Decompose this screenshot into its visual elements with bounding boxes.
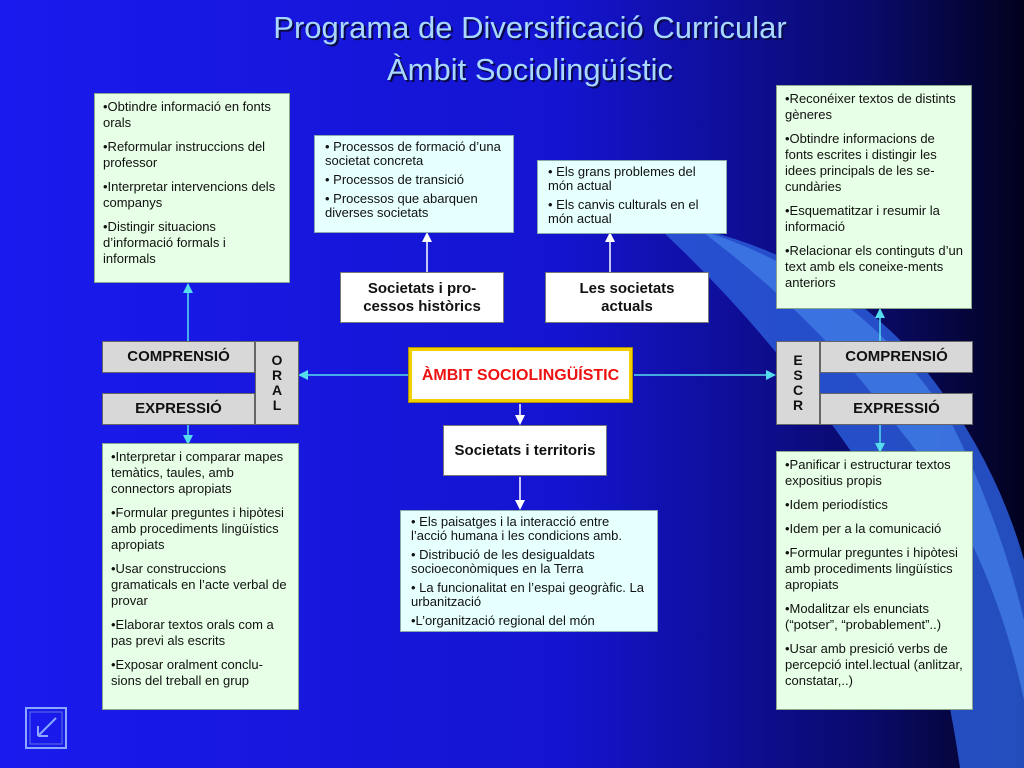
slide-subtitle: Àmbit Sociolingüístic [386,52,673,87]
letter: A [271,382,283,398]
list-item: •Formular preguntes i hipòtesi amb procediments lingüístics apropiats [785,545,958,592]
escrit-expressio-box [776,451,973,710]
letter: L [272,397,282,413]
oral-vertical-label [255,341,299,425]
list-item: •Reformular instruccions del professor [103,139,266,170]
oral-comprensio-label: COMPRENSIÓ [102,341,255,373]
center-node: ÀMBIT SOCIOLINGÜÍSTIC [409,348,632,402]
list-item: •Panificar i estructurar textos expositius propis [785,457,951,488]
list-item: •Elaborar textos orals com a pas previ als escrits [111,617,274,648]
list-item: • Processos de formació d’una societat concreta [325,139,501,168]
list-item: •Exposar oralment conclu-sions del treball en grup [111,657,263,688]
list-item: •Relacionar els continguts d’un text amb els coneixe-ments anteriors [785,243,963,290]
list-item: • Els grans problemes del món actual [548,164,696,193]
list-item: •Modalitzar els enunciats (“potser”, “probablement”..) [785,601,942,632]
oral-comprension-box [94,93,290,283]
list-item: •Formular preguntes i hipòtesi amb procediments lingüístics apropiats [111,505,284,552]
return-arrow-icon[interactable] [24,706,68,750]
list-item: • Els canvis culturals en el món actual [548,197,699,226]
list-item: •Usar construccions gramaticals en l’acte verbal de provar [111,561,287,608]
slide-title: Programa de Diversificació Curricular [273,10,787,45]
list-item: •Interpretar intervencions dels companys [103,179,276,210]
escrit-comprensio-label: COMPRENSIÓ [820,341,973,373]
historics-content-box [314,135,514,233]
escrit-expressio-label: EXPRESSIÓ [820,393,973,425]
list-item: •Interpretar i comparar mapes temàtics, taules, amb connectors apropiats [111,449,284,496]
letter: C [792,382,804,398]
actuals-content-box [537,160,727,234]
list-item: •Usar amb presició verbs de percepció intel.lectual (anlitzar, constatar,..) [785,641,963,688]
list-item: •L’organització regional del món [411,613,595,628]
list-item: •Idem periodístics [785,497,888,512]
oral-expressio-box [102,443,299,710]
letter: E [793,352,803,368]
escrit-vertical-label [776,341,820,425]
territoris-content-box [400,510,658,632]
list-item: •Distingir situacions d’informació formals i informals [103,219,226,266]
list-item: •Reconéixer textos de distints gèneres [785,91,956,122]
letter: O [271,352,283,368]
topic-societats-territoris: Societats i territoris [443,425,607,476]
list-item: •Obtindre informacions de fonts escrites i distingir les idees principals de les se-cundàries [785,131,937,194]
list-item: •Esquematitzar i resumir la informació [785,203,940,234]
topic-societats-actuals: Les societats actuals [545,272,709,323]
topic-societats-processos: Societats i pro-cessos històrics [340,272,504,323]
list-item: • Processos de transició [325,172,464,187]
list-item: • Els paisatges i la interacció entre l’acció humana i les condicions amb. [411,514,622,543]
letter: R [792,397,804,413]
list-item: • La funcionalitat en l’espai geogràfic. La urbanització [411,580,644,609]
letter: R [271,367,283,383]
oral-expressio-label: EXPRESSIÓ [102,393,255,425]
list-item: •Obtindre informació en fonts orals [103,99,271,130]
escrit-comprension-box [776,85,972,309]
list-item: • Distribució de les desigualdats socioeconòmiques en la Terra [411,547,595,576]
list-item: •Idem per a la comunicació [785,521,942,536]
list-item: • Processos que abarquen diverses societats [325,191,478,220]
letter: S [793,367,803,383]
